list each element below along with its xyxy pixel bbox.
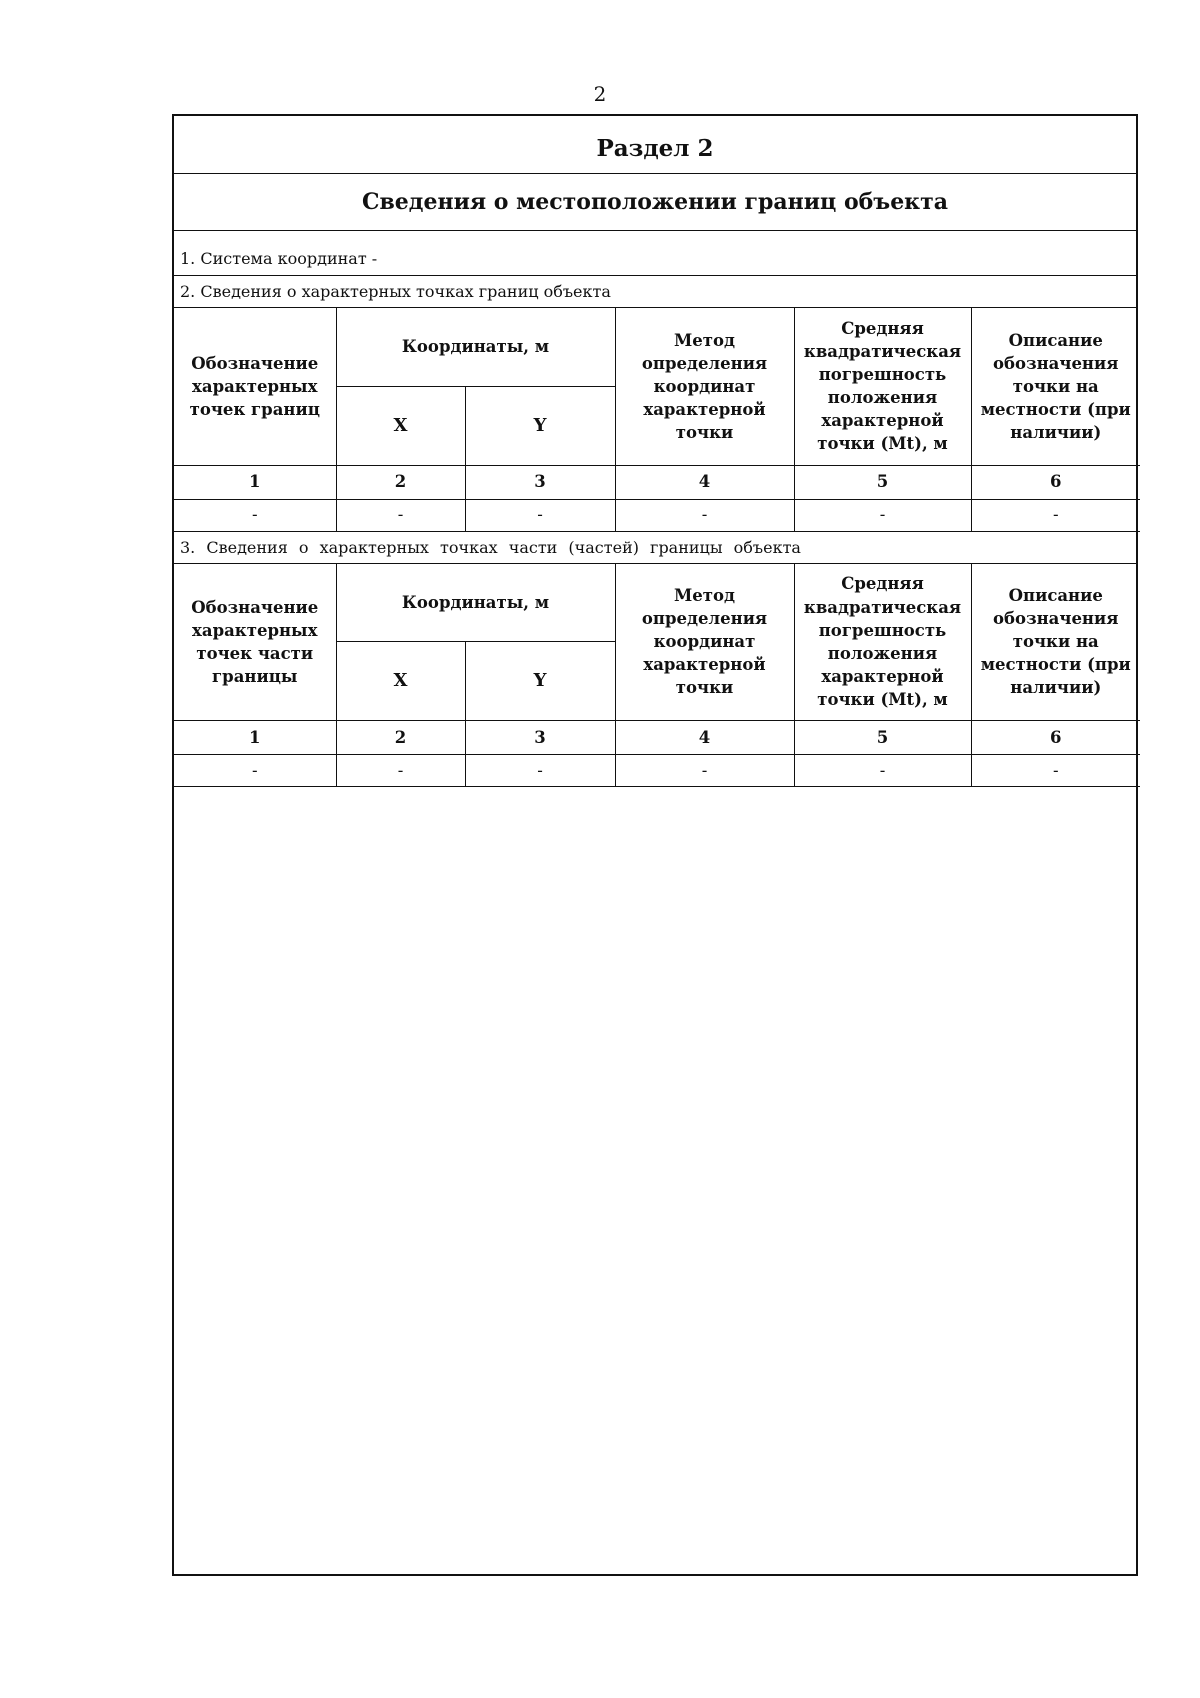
table-row bbox=[174, 499, 1140, 531]
column-number: 2 bbox=[336, 721, 465, 755]
table-cell: - bbox=[336, 499, 465, 531]
header-description: Описание обозначения точки на местности (при наличии) bbox=[971, 564, 1140, 721]
column-number: 1 bbox=[174, 721, 336, 755]
header-method: Метод определения координат характерной точки bbox=[615, 308, 794, 465]
table-cell: - bbox=[174, 499, 336, 531]
column-number: 1 bbox=[174, 465, 336, 499]
table-cell: - bbox=[336, 755, 465, 787]
header-method: Метод определения координат характерной точки bbox=[615, 564, 794, 721]
table-cell: - bbox=[615, 755, 794, 787]
header-y: Y bbox=[465, 386, 615, 465]
table-cell: - bbox=[794, 755, 971, 787]
header-x: X bbox=[336, 642, 465, 721]
column-number: 6 bbox=[971, 465, 1140, 499]
header-coordinates: Координаты, м bbox=[336, 308, 615, 386]
column-number: 3 bbox=[465, 465, 615, 499]
column-number: 4 bbox=[615, 465, 794, 499]
boundary-points-table bbox=[174, 308, 1140, 532]
column-number: 5 bbox=[794, 465, 971, 499]
column-number: 5 bbox=[794, 721, 971, 755]
section-frame bbox=[172, 114, 1138, 1576]
table-cell: - bbox=[174, 755, 336, 787]
column-number: 4 bbox=[615, 721, 794, 755]
points-section-caption: 2. Сведения о характерных точках границ объекта bbox=[174, 276, 1136, 308]
table-cell: - bbox=[465, 499, 615, 531]
column-number: 6 bbox=[971, 721, 1140, 755]
table-cell: - bbox=[971, 755, 1140, 787]
header-designation: Обозначение характерных точек части границы bbox=[174, 564, 336, 721]
table-row bbox=[174, 755, 1140, 787]
header-error: Средняя квадратическая погрешность положения характерной точки (Mt), м bbox=[794, 308, 971, 465]
section-title: Раздел 2 bbox=[174, 116, 1136, 174]
table-cell: - bbox=[794, 499, 971, 531]
section-subtitle: Сведения о местоположении границ объекта bbox=[174, 174, 1136, 231]
part-points-section-caption: 3. Сведения о характерных точках части (частей) границы объекта bbox=[174, 532, 1136, 564]
table-cell: - bbox=[465, 755, 615, 787]
header-description: Описание обозначения точки на местности (при наличии) bbox=[971, 308, 1140, 465]
header-coordinates: Координаты, м bbox=[336, 564, 615, 642]
header-y: Y bbox=[465, 642, 615, 721]
column-number: 2 bbox=[336, 465, 465, 499]
page-number: 2 bbox=[593, 82, 607, 106]
header-error: Средняя квадратическая погрешность положения характерной точки (Mt), м bbox=[794, 564, 971, 721]
part-boundary-points-table bbox=[174, 564, 1140, 788]
header-designation: Обозначение характерных точек границ bbox=[174, 308, 336, 465]
header-x: X bbox=[336, 386, 465, 465]
coordinate-system-line: 1. Система координат - bbox=[174, 231, 1136, 276]
column-number: 3 bbox=[465, 721, 615, 755]
table-cell: - bbox=[615, 499, 794, 531]
table-cell: - bbox=[971, 499, 1140, 531]
